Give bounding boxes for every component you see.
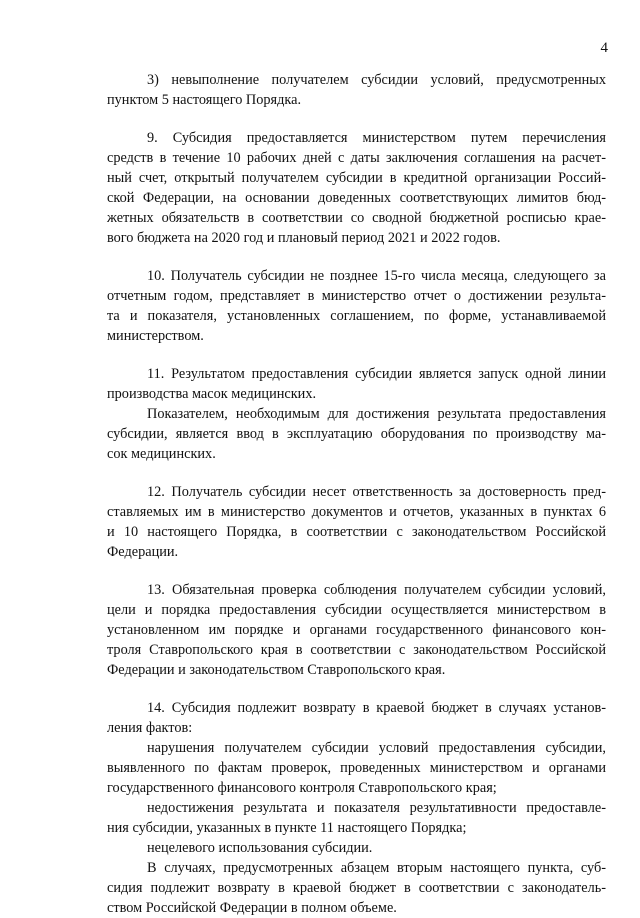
text-line: недостижения результата и показателя результативности предоставле- <box>147 800 606 816</box>
text-line: Федерации и законодательством Ставропольского края. <box>107 662 446 678</box>
text-line: государственного финансового контроля Ставропольского края; <box>107 780 497 796</box>
text-line: ния субсидии, указанных в пункте 11 настоящего Порядка; <box>107 820 467 836</box>
block-gap <box>107 562 606 580</box>
text-line: 3) невыполнение получателем субсидии условий, предусмотренных <box>147 72 606 88</box>
text-line: 9. Субсидия предоставляется министерством путем перечисления <box>147 130 606 146</box>
paragraph-block-item-13 <box>107 580 606 680</box>
text-line: 12. Получатель субсидии несет ответственность за достоверность пред- <box>147 484 606 500</box>
paragraph-block-item-12 <box>107 482 606 562</box>
text-line: установленном им порядке и органами государственного финансового кон- <box>107 622 606 638</box>
paragraph-block-item-9 <box>107 128 606 248</box>
text-line: В случаях, предусмотренных абзацем вторым настоящего пункта, суб- <box>147 860 606 876</box>
text-line: ления фактов: <box>107 720 193 736</box>
paragraph <box>107 580 606 680</box>
document-body <box>107 70 606 918</box>
text-line: Показателем, необходимым для достижения результата предоставления <box>147 406 606 422</box>
text-line: производства масок медицинских. <box>107 386 317 402</box>
text-line: вого бюджета на 2020 год и плановый период 2021 и 2022 годов. <box>107 230 501 246</box>
paragraph <box>107 838 606 858</box>
text-line: пунктом 5 настоящего Порядка. <box>107 92 302 108</box>
text-line: ставляемых им в министерство документов и отчетов, указанных в пунктах 6 <box>107 504 606 520</box>
block-gap <box>107 346 606 364</box>
paragraph <box>107 738 606 798</box>
text-line: субсидии, является ввод в эксплуатацию оборудования по производству ма- <box>107 426 606 442</box>
text-line: троля Ставропольского края в соответствии с законодательством Российской <box>107 642 606 658</box>
paragraph <box>107 858 606 918</box>
text-line: 11. Результатом предоставления субсидии является запуск одной линии <box>147 366 606 382</box>
text-line: отчетным годом, представляет в министерство отчет о достижении результа- <box>107 288 606 304</box>
block-gap <box>107 110 606 128</box>
paragraph <box>107 798 606 838</box>
text-line: ской Федерации, на основании доведенных соответствующих лимитов бюд- <box>107 190 606 206</box>
paragraph-block-item-11 <box>107 364 606 464</box>
block-gap <box>107 464 606 482</box>
text-line: ный счет, открытый получателем субсидии в кредитной организации Россий- <box>107 170 606 186</box>
paragraph-block-item-3 <box>107 70 606 110</box>
block-gap <box>107 680 606 698</box>
paragraph <box>107 364 606 404</box>
paragraph <box>107 482 606 562</box>
text-line: 14. Субсидия подлежит возврату в краевой бюджет в случаях установ- <box>147 700 606 716</box>
paragraph <box>107 70 606 110</box>
text-line: министерством. <box>107 328 204 344</box>
text-line: нарушения получателем субсидии условий предоставления субсидии, <box>147 740 606 756</box>
block-gap <box>107 248 606 266</box>
text-line: жетных обязательств в соответствии со сводной бюджетной росписью крае- <box>107 210 606 226</box>
text-line: 13. Обязательная проверка соблюдения получателем субсидии условий, <box>147 582 606 598</box>
text-line: выявленного по фактам проверок, проведенных министерством и органами <box>107 760 606 776</box>
paragraph <box>107 698 606 738</box>
text-line: сок медицинских. <box>107 446 216 462</box>
paragraph-block-item-14 <box>107 698 606 918</box>
text-line: та и показателя, установленных соглашением, по форме, устанавливаемой <box>107 308 606 324</box>
paragraph-block-item-10 <box>107 266 606 346</box>
text-line: нецелевого использования субсидии. <box>147 840 373 856</box>
text-line: ством Российской Федерации в полном объеме. <box>107 900 397 916</box>
text-line: и 10 настоящего Порядка, в соответствии с законодательством Российской <box>107 524 606 540</box>
text-line: сидия подлежит возврату в краевой бюджет в соответствии с законодатель- <box>107 880 606 896</box>
paragraph <box>107 404 606 464</box>
paragraph <box>107 128 606 248</box>
paragraph <box>107 266 606 346</box>
text-line: средств в течение 10 рабочих дней с даты заключения соглашения на расчет- <box>107 150 606 166</box>
page-number: 4 <box>600 40 608 56</box>
text-line: 10. Получатель субсидии не позднее 15-го числа месяца, следующего за <box>147 268 606 284</box>
text-line: цели и порядка предоставления субсидии осуществляется министерством в <box>107 602 606 618</box>
text-line: Федерации. <box>107 544 179 560</box>
